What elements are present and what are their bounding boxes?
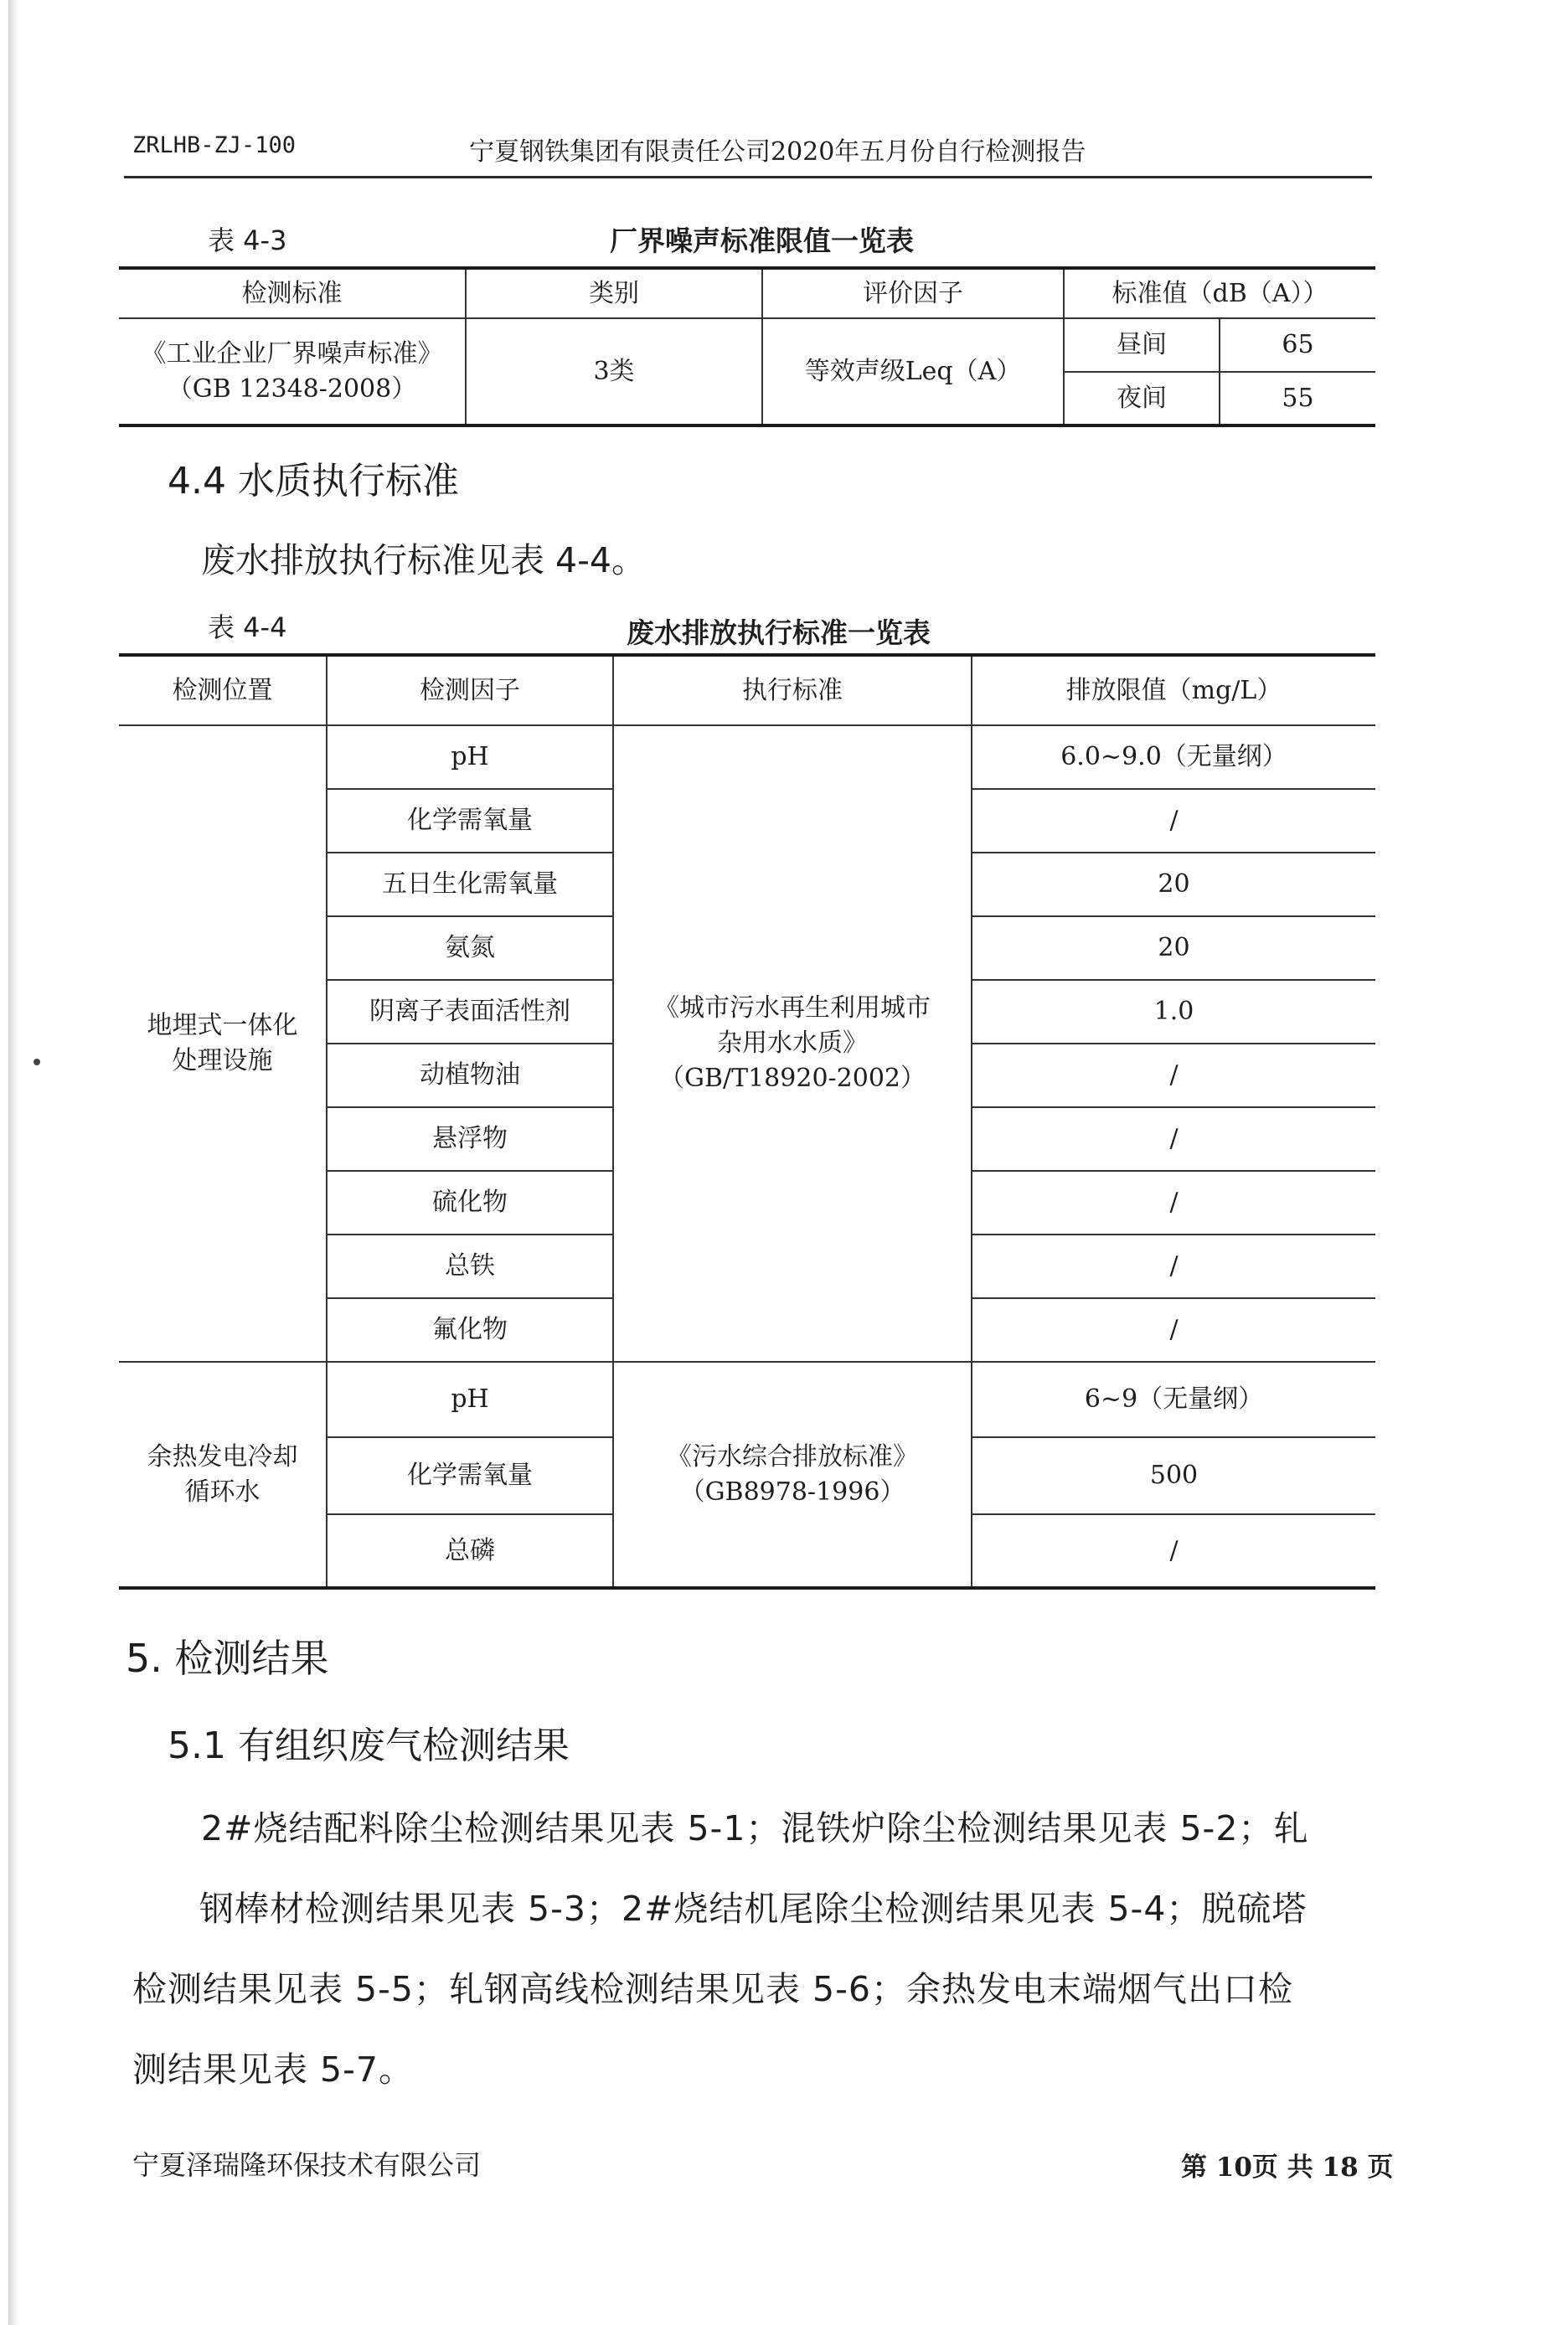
limit-cell: 500 — [972, 1437, 1375, 1514]
noise-category: 3类 — [466, 318, 762, 425]
header-cell: 检测位置 — [119, 655, 327, 725]
header-rule — [124, 176, 1372, 178]
limit-cell: / — [972, 1235, 1375, 1298]
header-cell: 类别 — [466, 268, 762, 318]
factor-cell: pH — [327, 725, 613, 789]
limit-cell: 20 — [972, 853, 1375, 916]
wastewater-standard-table — [119, 653, 1375, 1590]
scan-speck — [34, 1059, 40, 1065]
header-cell: 评价因子 — [762, 268, 1064, 318]
factor-cell: 硫化物 — [327, 1171, 613, 1235]
limit-value-cell: 55 — [1220, 372, 1375, 425]
table-4-3-number: 表 4-3 — [208, 224, 287, 256]
section-5-1-heading: 5.1 有组织废气检测结果 — [168, 1724, 570, 1767]
standard-cell — [613, 1362, 972, 1588]
limit-cell: 20 — [972, 916, 1375, 980]
section-5-1-body — [132, 1788, 1372, 2110]
standard-line: （GB8978-1996） — [679, 1477, 905, 1507]
factor-cell: 总磷 — [327, 1514, 613, 1588]
location-cell: 地埋式一体化处理设施 — [119, 725, 327, 1362]
standard-line: 《污水综合排放标准》 — [667, 1441, 918, 1472]
factor-cell: 阴离子表面活性剂 — [327, 980, 613, 1044]
limit-cell: / — [972, 1298, 1375, 1362]
body-line: 钢棒材检测结果见表 5-3；2#烧结机尾除尘检测结果见表 5-4；脱硫塔 — [199, 1889, 1308, 1929]
period-cell: 昼间 — [1064, 318, 1220, 372]
factor-cell: 悬浮物 — [327, 1107, 613, 1171]
scan-gutter-shadow — [8, 0, 18, 2325]
standard-line: （GB/T18920-2002） — [658, 1064, 926, 1093]
limit-value-cell: 65 — [1220, 318, 1375, 372]
noise-standard-name — [119, 318, 466, 425]
limit-cell: / — [972, 1171, 1375, 1235]
header-cell: 执行标准 — [613, 655, 972, 725]
report-title: 宁夏钢铁集团有限责任公司2020年五月份自行检测报告 — [469, 137, 1086, 167]
limit-cell: / — [972, 1107, 1375, 1171]
factor-cell: 总铁 — [327, 1235, 613, 1298]
noise-standard-table — [119, 266, 1375, 427]
limit-cell: 6~9（无量纲） — [972, 1362, 1375, 1437]
limit-cell: 6.0~9.0（无量纲） — [972, 725, 1375, 789]
standard-line: 杂用水水质》 — [717, 1028, 868, 1058]
table-4-3-title: 厂界噪声标准限值一览表 — [610, 224, 914, 257]
section-5-heading: 5. 检测结果 — [126, 1636, 329, 1681]
table-4-4-number: 表 4-4 — [208, 611, 287, 643]
section-4-4-heading: 4.4 水质执行标准 — [168, 460, 459, 503]
location-cell: 余热发电冷却循环水 — [119, 1362, 327, 1588]
factor-cell: 动植物油 — [327, 1044, 613, 1107]
footer-company: 宁夏泽瑞隆环保技术有限公司 — [132, 2149, 482, 2181]
header-cell: 标准值（dB（A）） — [1064, 268, 1375, 318]
factor-cell: 化学需氧量 — [327, 789, 613, 853]
noise-standard-code: （GB 12348-2008） — [167, 374, 417, 404]
factor-cell: 氨氮 — [327, 916, 613, 980]
limit-cell: / — [972, 789, 1375, 853]
period-cell: 夜间 — [1064, 372, 1220, 425]
footer-page-number: 第 10页 共 18 页 — [1181, 2152, 1394, 2183]
header-cell: 检测因子 — [327, 655, 613, 725]
header-cell: 检测标准 — [119, 268, 466, 318]
factor-cell: 氟化物 — [327, 1298, 613, 1362]
doc-code: ZRLHB-ZJ-100 — [132, 132, 297, 158]
body-line: 测结果见表 5-7。 — [132, 2049, 414, 2090]
section-4-4-paragraph: 废水排放执行标准见表 4-4。 — [201, 540, 646, 580]
limit-cell: / — [972, 1044, 1375, 1107]
header-cell: 排放限值（mg/L） — [972, 655, 1375, 725]
standard-line: 《城市污水再生利用城市 — [654, 993, 931, 1023]
standard-cell — [613, 725, 972, 1362]
noise-factor: 等效声级Leq（A） — [762, 318, 1064, 425]
limit-cell: 1.0 — [972, 980, 1375, 1044]
factor-cell: 化学需氧量 — [327, 1437, 613, 1514]
factor-cell: 五日生化需氧量 — [327, 853, 613, 916]
noise-standard-title: 《工业企业厂界噪声标准》 — [141, 338, 443, 369]
body-line: 2#烧结配料除尘检测结果见表 5-1；混铁炉除尘检测结果见表 5-2；轧 — [201, 1808, 1309, 1848]
factor-cell: pH — [327, 1362, 613, 1437]
table-4-4-title: 废水排放执行标准一览表 — [627, 616, 931, 649]
limit-cell: / — [972, 1514, 1375, 1588]
body-line: 检测结果见表 5-5；轧钢高线检测结果见表 5-6；余热发电末端烟气出口检 — [132, 1969, 1293, 2009]
